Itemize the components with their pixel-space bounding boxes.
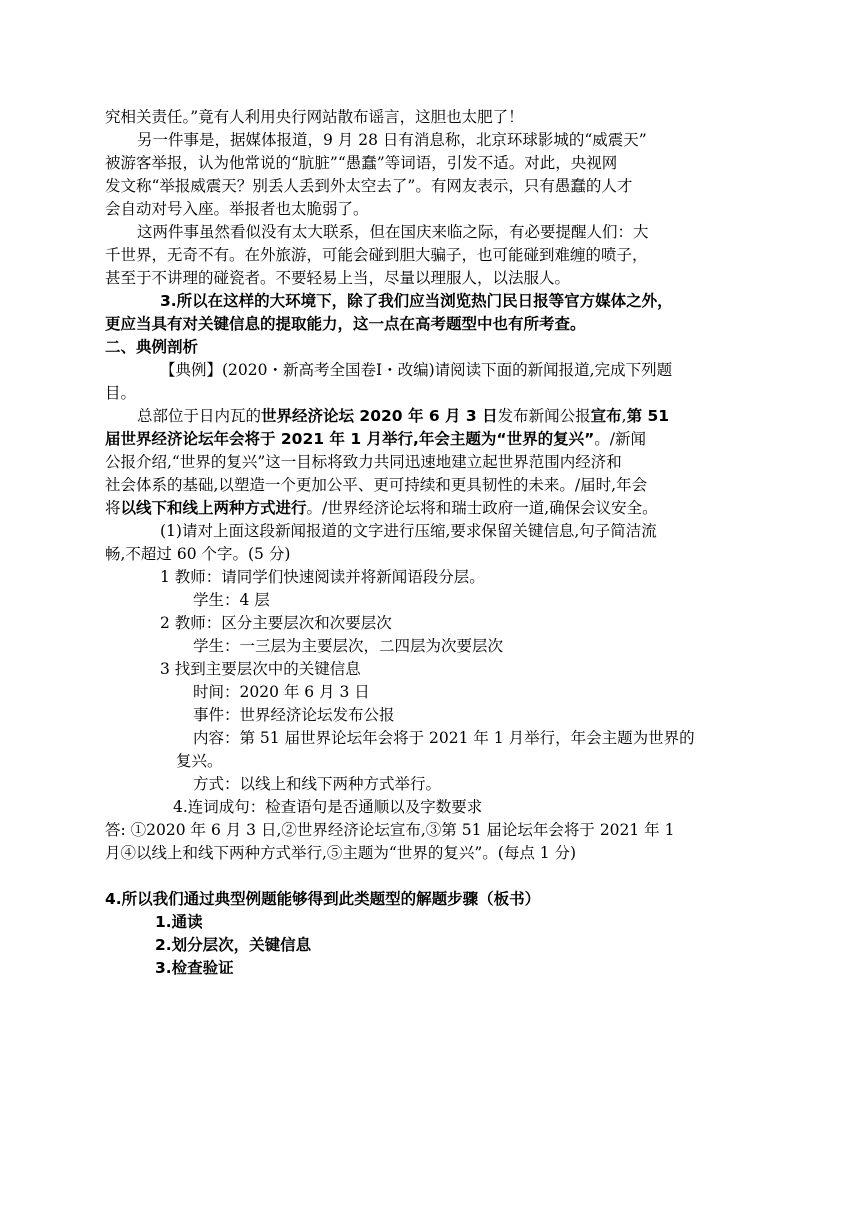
section-title: 二、典例剖析 — [105, 338, 199, 356]
news-text: 将 — [105, 499, 121, 517]
step-line: 4.连词成句：检查语句是否通顺以及字数要求 — [173, 798, 483, 816]
answer-line: 答: ①2020 年 6 月 3 日,②世界经济论坛宣布,③第 51 届论坛年会将于 2021 年 1 — [105, 821, 675, 839]
step-detail: 方式：以线上和线下两种方式举行。 — [193, 775, 442, 793]
example-intro: 目。 — [105, 384, 137, 402]
news-line: 公报介绍,“世界的复兴”这一目标将致力共同迅速地建立起世界范围内经济和 — [105, 453, 622, 471]
news-key-info: 世界经济论坛 2020 年 6 月 3 日 — [261, 407, 498, 425]
example-intro: 【典例】(2020・新高考全国卷Ⅰ・改编)请阅读下面的新闻报道,完成下列题 — [160, 361, 673, 379]
paragraph-line: 发文称“举报威震天？别丢人丢到外太空去了”。有网友表示，只有愚蠢的人才 — [105, 177, 633, 195]
paragraph-line: 会自动对号入座。举报者也太脆弱了。 — [105, 200, 369, 218]
news-line — [137, 405, 669, 427]
step-detail: 内容：第 51 届世界论坛年会将于 2021 年 1 月举行，年会主题为世界的 — [193, 729, 695, 747]
summary-item: 1.通读 — [155, 913, 203, 931]
news-key-info: 届世界经济论坛年会将于 2021 年 1 月举行,年会主题为“世界的复兴” — [105, 430, 595, 448]
paragraph-line: 被游客举报，认为他常说的“肮脏”“愚蠢”等词语，引发不适。对此，央视网 — [105, 154, 618, 172]
question-line: 畅,不超过 60 个字。(5 分) — [105, 545, 291, 563]
step-detail: 复兴。 — [176, 752, 223, 770]
paragraph-line: 千世界，无奇不有。在外旅游，可能会碰到胆大骗子，也可能碰到难缠的喷子， — [105, 246, 648, 264]
bold-paragraph-line: 3.所以在这样的大环境下，除了我们应当浏览热门民日报等官方媒体之外， — [160, 292, 673, 310]
paragraph-line: 另一件事是，据媒体报道，9 月 28 日有消息称，北京环球影城的“威震天” — [137, 131, 647, 149]
summary-title: 4.所以我们通过典型例题能够得到此类题型的解题步骤（板书） — [105, 890, 541, 908]
news-text: 。/世界经济论坛将和瑞士政府一道,确保会议安全。 — [306, 499, 658, 517]
step-answer: 学生：一三层为主要层次，二四层为次要层次 — [193, 637, 504, 655]
news-line — [105, 497, 658, 519]
step-detail: 事件：世界经济论坛发布公报 — [193, 706, 395, 724]
step-answer: 学生：4 层 — [193, 591, 270, 609]
paragraph-line: 甚至于不讲理的碰瓷者。不要轻易上当，尽量以理服人，以法服人。 — [105, 269, 571, 287]
news-line: 社会体系的基础,以塑造一个更加公平、更可持续和更具韧性的未来。/届时,年会 — [105, 476, 648, 494]
summary-item: 3.检查验证 — [155, 959, 234, 977]
step-line: 2 教师：区分主要层次和次要层次 — [160, 614, 392, 632]
news-text: 发布新闻公报 — [497, 407, 591, 425]
news-key-info: 第 51 — [626, 407, 670, 425]
news-key-info: 以线下和线上两种方式进行 — [120, 499, 307, 517]
bold-paragraph-line: 更应当具有对关键信息的提取能力，这一点在高考题型中也有所考查。 — [105, 315, 586, 333]
news-line — [105, 428, 646, 450]
paragraph-line: 这两件事虽然看似没有太大联系，但在国庆来临之际，有必要提醒人们：大 — [137, 223, 649, 241]
summary-item: 2.划分层次，关键信息 — [155, 936, 312, 954]
news-text: 总部位于日内瓦的 — [137, 407, 262, 425]
news-text: , — [621, 407, 627, 425]
news-key-info: 宣布 — [590, 407, 622, 425]
answer-line: 月④以线上和线下两种方式举行,⑤主题为“世界的复兴”。(每点 1 分) — [105, 844, 577, 862]
step-detail: 时间：2020 年 6 月 3 日 — [193, 683, 370, 701]
paragraph-line: 究相关责任。”竟有人利用央行网站散布谣言，这胆也太肥了！ — [105, 108, 524, 126]
step-line: 3 找到主要层次中的关键信息 — [160, 660, 361, 678]
news-text: 。/新闻 — [594, 430, 647, 448]
step-line: 1 教师：请同学们快速阅读并将新闻语段分层。 — [160, 568, 485, 586]
question-line: (1)请对上面这段新闻报道的文字进行压缩,要求保留关键信息,句子简洁流 — [160, 522, 657, 540]
